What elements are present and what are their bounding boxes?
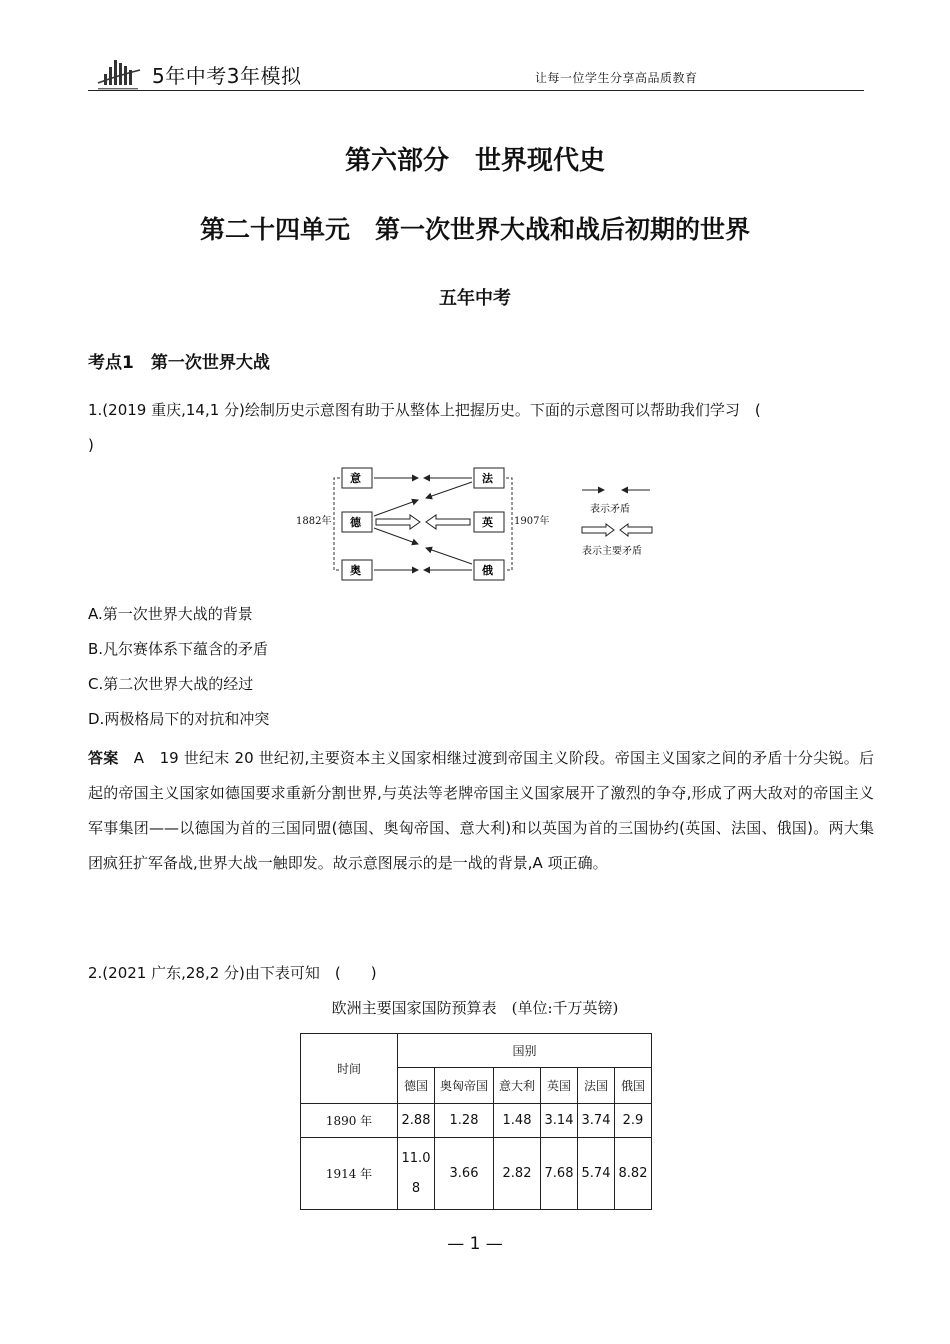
table-cell: 3.66: [435, 1138, 494, 1210]
brand-logo-icon: [96, 56, 142, 92]
exam-point-heading: 考点1 第一次世界大战: [88, 353, 270, 373]
table-cell: 2.88: [398, 1104, 435, 1138]
option-d: D.两极格局下的对抗和冲突: [88, 710, 270, 728]
main-conflict-arrow-left: [376, 515, 420, 529]
table-cell: 2.9: [615, 1104, 652, 1138]
answer-label: 答案: [88, 749, 119, 767]
brand-title: 5年中考3年模拟: [152, 64, 302, 88]
table-row: [301, 1104, 652, 1138]
table-cell: 1.48: [494, 1104, 541, 1138]
answer-block: [88, 741, 874, 881]
section-title: 五年中考: [439, 288, 511, 309]
unit-title: 第二十四单元 第一次世界大战和战后初期的世界: [199, 215, 750, 244]
row-year: 1890 年: [301, 1104, 398, 1138]
option-c: C.第二次世界大战的经过: [88, 675, 254, 693]
table-cell: 1.28: [435, 1104, 494, 1138]
part-title: 第六部分 世界现代史: [344, 146, 605, 176]
table-cell: 5.74: [578, 1138, 615, 1210]
left-year-label: 1882年: [296, 516, 332, 527]
option-b: B.凡尔赛体系下蕴含的矛盾: [88, 640, 269, 658]
column-header: 俄国: [615, 1068, 652, 1104]
right-year-label: 1907年: [514, 516, 550, 527]
node-austria: 奥: [350, 564, 361, 577]
table-cell: 3.14: [541, 1104, 578, 1138]
defense-budget-table: [300, 1033, 652, 1210]
header-slogan: 让每一位学生分享高品质教育: [535, 71, 698, 85]
conflict-diagram: [290, 460, 670, 590]
table-row: [301, 1138, 652, 1210]
row-year: 1914 年: [301, 1138, 398, 1210]
table-corner-header: 时间: [301, 1034, 398, 1104]
node-italy: 意: [350, 472, 361, 485]
node-russia: 俄: [482, 564, 493, 577]
table-group-header: 国别: [398, 1034, 652, 1068]
legend-main-conflict-label: 表示主要矛盾: [582, 546, 642, 557]
column-header: 英国: [541, 1068, 578, 1104]
column-header: 奥匈帝国: [435, 1068, 494, 1104]
question-1-stem-end: ): [88, 436, 94, 454]
column-header: 意大利: [494, 1068, 541, 1104]
main-conflict-arrow-right: [426, 515, 470, 529]
table-cell: 3.74: [578, 1104, 615, 1138]
table-cell: 11.08: [398, 1138, 435, 1210]
answer-explanation: A 19 世纪末 20 世纪初,主要资本主义国家相继过渡到帝国主义阶段。帝国主义国家之间的矛盾十分尖锐。后起的帝国主义国家如德国要求重新分割世界,与英法等老牌帝国主义国家展开了激烈的争夺,形成了两大敌对的帝国主义军事集团——以德国为首的三国同盟(德国、奥匈帝国、意大利)和以英国为首的三国协约(英国、法国、俄国)。两大集团疯狂扩军备战,世界大战一触即发。故示意图展示的是一战的背景,A 项正确。: [88, 749, 874, 872]
question-2-stem: 2.(2021 广东,28,2 分)由下表可知 ( ): [88, 964, 377, 982]
node-france: 法: [482, 472, 493, 485]
column-header: 法国: [578, 1068, 615, 1104]
table-cell: 7.68: [541, 1138, 578, 1210]
header-divider: [88, 90, 864, 91]
node-britain: 英: [482, 516, 493, 529]
table-cell: 2.82: [494, 1138, 541, 1210]
legend-conflict-label: 表示矛盾: [590, 504, 630, 515]
table-caption: 欧洲主要国家国防预算表 (单位:千万英镑): [331, 999, 619, 1017]
option-a: A.第一次世界大战的背景: [88, 605, 253, 623]
page-number: — 1 —: [447, 1234, 503, 1254]
left-bracket: [334, 478, 340, 570]
table-cell: 8.82: [615, 1138, 652, 1210]
node-germany: 德: [350, 516, 361, 529]
right-bracket: [506, 478, 512, 570]
question-1-stem: 1.(2019 重庆,14,1 分)绘制历史示意图有助于从整体上把握历史。下面的示意图可以帮助我们学习 (: [88, 401, 761, 419]
column-header: 德国: [398, 1068, 435, 1104]
